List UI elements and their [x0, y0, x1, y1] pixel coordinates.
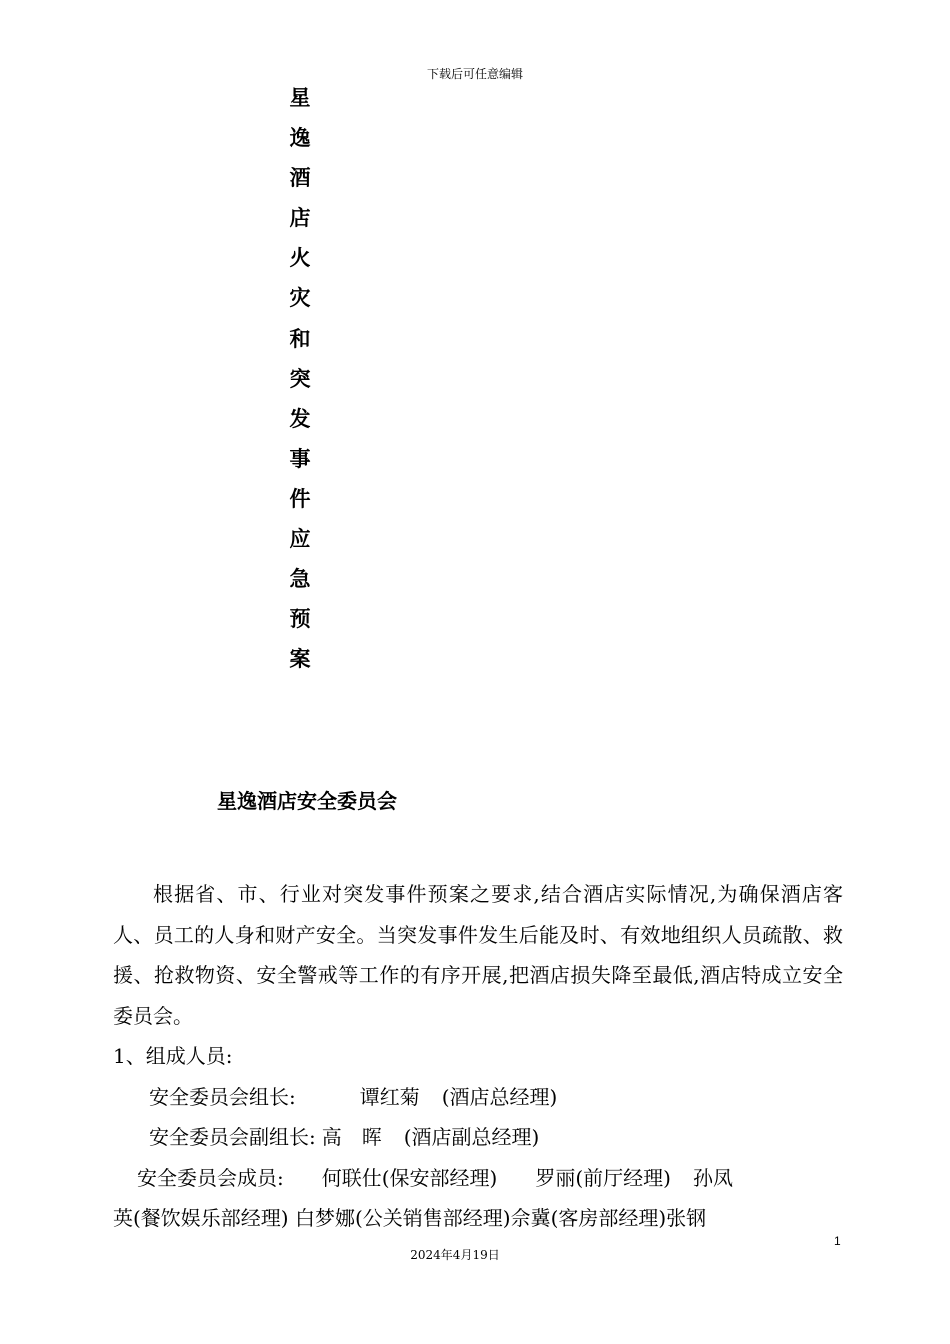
title-char: 急: [289, 567, 311, 592]
title-char: 发: [289, 406, 311, 431]
deputy-title: (酒店副总经理): [403, 1125, 540, 1149]
member-2: 罗丽(前厅经理): [535, 1165, 671, 1190]
members-line-2: 英(餐饮娱乐部经理) 白梦娜(公关销售部经理)佘冀(客房部经理)张钢: [113, 1206, 707, 1230]
deputy-role: 安全委员会副组长:: [149, 1125, 316, 1149]
deputy-name: 高 晖: [321, 1125, 382, 1149]
leader-role: 安全委员会组长:: [149, 1084, 296, 1109]
title-char: 酒: [289, 166, 311, 191]
title-char: 件: [289, 486, 311, 511]
footer-date: 2024年4月19日: [410, 1248, 500, 1262]
deputy-line: [113, 1117, 843, 1158]
member-3-start: 孙凤: [692, 1165, 733, 1190]
committee-heading: 星逸酒店安全委员会: [217, 789, 397, 813]
section-heading: 1、组成人员:: [113, 1044, 233, 1068]
title-char: 灾: [289, 286, 311, 311]
title-char: 逸: [289, 126, 311, 151]
intro-paragraph: 根据省、市、行业对突发事件预案之要求,结合酒店实际情况,为确保酒店客人、员工的人身和财产安全。当突发事件发生后能及时、有效地组织人员疏散、救援、抢救物资、安全警戒等工作的有序开展,把酒店损失降至最低,酒店特成立安全委员会。: [113, 882, 843, 1028]
title-char: 事: [289, 446, 311, 471]
title-char: 案: [289, 647, 311, 672]
page-number: 1: [834, 1234, 841, 1248]
leader-name: 谭红菊: [359, 1084, 420, 1109]
title-char: 和: [289, 326, 311, 351]
document-body: [113, 874, 843, 1239]
members-line: [113, 1158, 843, 1199]
title-char: 火: [289, 246, 311, 271]
leader-title: (酒店总经理): [441, 1084, 558, 1109]
document-title-vertical: [286, 83, 314, 684]
title-char: 星: [289, 86, 311, 110]
title-char: 应: [289, 527, 311, 552]
title-char: 突: [289, 366, 311, 391]
title-char: 店: [289, 206, 311, 231]
members-role: 安全委员会成员:: [137, 1165, 284, 1190]
leader-line: [113, 1077, 843, 1118]
header-note: 下载后可任意编辑: [426, 67, 523, 81]
title-char: 预: [289, 607, 311, 632]
member-1: 何联仕(保安部经理): [321, 1165, 498, 1190]
